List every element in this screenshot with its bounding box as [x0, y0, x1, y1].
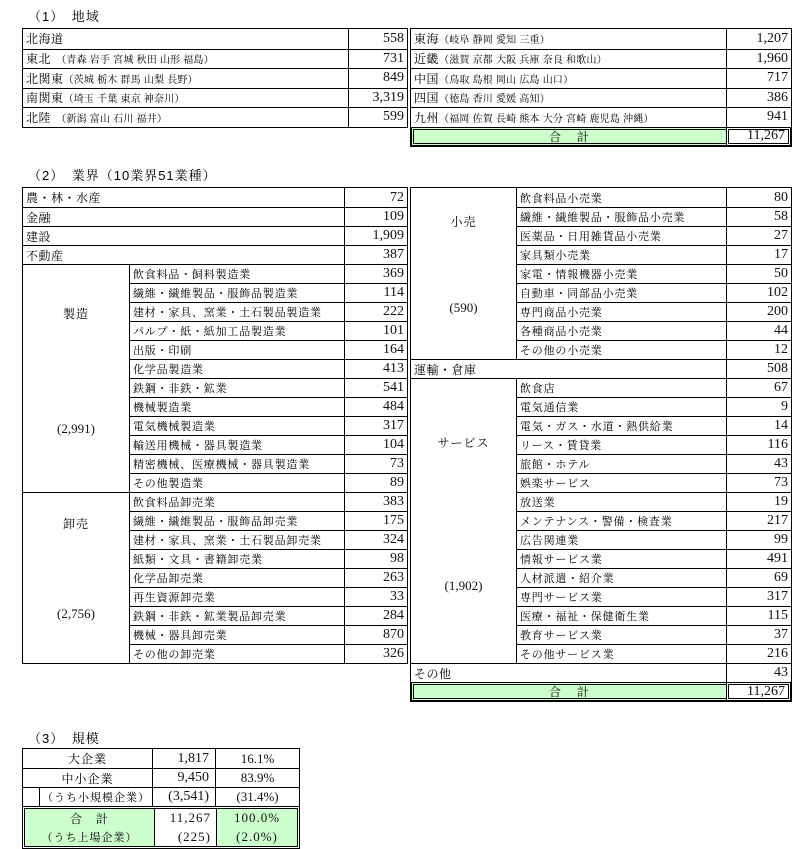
region-name: 近畿	[414, 52, 440, 67]
table-row	[23, 207, 407, 226]
row-label: パルプ・紙・紙加工品製造業	[129, 321, 344, 340]
row-label	[23, 69, 348, 88]
row-value: 99	[726, 530, 791, 549]
row-label: 金融	[23, 207, 344, 226]
row-value: 558	[348, 29, 407, 49]
group-subtotal: (2,991)	[57, 421, 95, 436]
region-prefectures: （岐阜 静岡 愛知 三重）	[439, 35, 550, 47]
row-value: 37	[726, 625, 791, 644]
region-name: 中国	[414, 71, 440, 86]
region-table-left	[22, 28, 408, 128]
row-value: 941	[726, 108, 791, 127]
row-value: 164	[344, 340, 407, 359]
row-label: （うち小規模企業）	[39, 787, 152, 806]
table-row	[23, 768, 299, 787]
row-label: 電気・ガス・水道・熱供給業	[516, 416, 726, 435]
table-row	[23, 68, 407, 88]
row-label: 不動産	[23, 245, 344, 264]
row-label: 情報サービス業	[516, 549, 726, 568]
row-label: 飲食店	[516, 378, 726, 397]
row-value: 1,960	[726, 50, 791, 69]
row-value: 216	[726, 644, 791, 663]
region-prefectures: （徳島 香川 愛媛 高知）	[439, 94, 550, 106]
row-value: 109	[344, 207, 407, 226]
size-total-label-cell	[25, 809, 154, 846]
row-value: 717	[726, 69, 791, 88]
region-name: 四国	[414, 91, 440, 106]
region-prefectures: （滋賀 京都 大阪 兵庫 奈良 和歌山）	[439, 55, 607, 67]
group-subtotal: (590)	[449, 300, 478, 315]
row-label: 医薬品・日用雑貨品小売業	[516, 226, 726, 245]
region-name: 北関東	[26, 71, 64, 86]
row-label: その他の小売業	[516, 340, 726, 359]
row-value: 386	[726, 89, 791, 108]
table-row	[23, 29, 407, 49]
row-label: 家電・情報機器小売業	[516, 264, 726, 283]
row-value: 324	[344, 530, 407, 549]
total-value: 11,267	[726, 682, 791, 701]
row-label: 専門サービス業	[516, 587, 726, 606]
row-value: 383	[344, 492, 407, 511]
size-total-block	[22, 806, 300, 849]
row-label: 化学品卸売業	[129, 568, 344, 587]
region-table-right	[410, 28, 792, 147]
row-label: 繊維・繊維製品・服飾品製造業	[129, 283, 344, 302]
row-value: 14	[726, 416, 791, 435]
row-label: 機械製造業	[129, 397, 344, 416]
row-value: 17	[726, 245, 791, 264]
table-row	[23, 88, 407, 108]
region-prefectures: （鳥取 島根 岡山 広島 山口）	[439, 74, 574, 86]
row-label: 中小企業	[23, 768, 152, 787]
row-percent: 16.1%	[215, 749, 299, 768]
table-row	[23, 107, 407, 127]
row-label: 建設	[23, 226, 344, 245]
row-label: 人材派遣・紹介業	[516, 568, 726, 587]
table-row	[411, 359, 791, 378]
group-label: 卸売	[62, 517, 89, 531]
row-value: 1,207	[726, 29, 791, 49]
row-label: その他	[411, 663, 726, 682]
row-label: メンテナンス・警備・検査業	[516, 511, 726, 530]
row-label: その他製造業	[129, 473, 344, 492]
row-value: 69	[726, 568, 791, 587]
row-value: 19	[726, 492, 791, 511]
row-value: 317	[344, 416, 407, 435]
row-label: 鉄鋼・非鉄・鉱業製品卸売業	[129, 606, 344, 625]
row-value: 43	[726, 663, 791, 682]
row-label: 出版・印刷	[129, 340, 344, 359]
row-label: 繊維・繊維製品・服飾品小売業	[516, 207, 726, 226]
row-label	[23, 29, 348, 49]
group-cell	[411, 188, 516, 359]
row-value: 33	[344, 587, 407, 606]
row-value: 1,909	[344, 226, 407, 245]
table-row	[411, 663, 791, 682]
row-value: 508	[726, 359, 791, 378]
table-row	[23, 188, 407, 207]
row-value: 200	[726, 302, 791, 321]
row-value: 27	[726, 226, 791, 245]
table-row	[23, 749, 299, 768]
row-label: 教育サービス業	[516, 625, 726, 644]
row-label: 輸送用機械・器具製造業	[129, 435, 344, 454]
region-prefectures: （茨城 栃木 群馬 山梨 長野）	[63, 74, 198, 86]
row-value: 491	[726, 549, 791, 568]
region-prefectures: （青森 岩手 宮城 秋田 山形 福島）	[51, 55, 214, 67]
row-value: 263	[344, 568, 407, 587]
row-label: 精密機械、医療機械・器具製造業	[129, 454, 344, 473]
row-label: リース・賃貸業	[516, 435, 726, 454]
row-value: 104	[344, 435, 407, 454]
row-value: 73	[726, 473, 791, 492]
size-total-label: 合 計	[69, 811, 109, 826]
row-label: 化学品製造業	[129, 359, 344, 378]
row-value: 870	[344, 625, 407, 644]
row-value: 731	[348, 50, 407, 69]
region-prefectures: （新潟 富山 石川 福井）	[51, 113, 168, 125]
row-label: 電気通信業	[516, 397, 726, 416]
region-name: 東北	[26, 52, 52, 67]
row-value: 317	[726, 587, 791, 606]
row-value: 114	[344, 283, 407, 302]
row-value: 541	[344, 378, 407, 397]
table-row	[411, 68, 791, 88]
row-value: 98	[344, 549, 407, 568]
row-percent: (31.4%)	[215, 787, 299, 806]
section-size-title: （3） 規模	[28, 731, 100, 746]
row-label: 飲食料品小売業	[516, 188, 726, 207]
row-label	[411, 89, 726, 108]
row-label: 大企業	[67, 752, 107, 766]
row-label: 運輸・倉庫	[411, 359, 726, 378]
row-value: 72	[344, 188, 407, 207]
region-name: 東海	[414, 32, 440, 47]
row-value: 80	[726, 188, 791, 207]
table-row	[23, 787, 299, 806]
size-total-count-cell	[154, 809, 217, 846]
size-total-pct-cell	[217, 809, 297, 846]
row-value: 849	[348, 69, 407, 88]
region-prefectures: （埼玉 千葉 東京 神奈川）	[63, 94, 185, 106]
region-name: 北陸	[26, 110, 52, 125]
region-name: 九州	[414, 110, 440, 125]
row-value: 9	[726, 397, 791, 416]
row-value: 9,450	[152, 768, 215, 787]
row-label: 飲食料品・飼料製造業	[129, 264, 344, 283]
size-table	[22, 748, 300, 807]
row-label: 各種商品小売業	[516, 321, 726, 340]
row-label	[23, 108, 348, 127]
row-percent: 83.9%	[215, 768, 299, 787]
row-label: その他サービス業	[516, 644, 726, 663]
row-label: 広告関連業	[516, 530, 726, 549]
size-total-count: 11,267	[169, 810, 211, 826]
group-label: 製造	[62, 307, 89, 321]
region-name: 南関東	[26, 91, 64, 106]
table-row	[411, 49, 791, 69]
row-value: 43	[726, 454, 791, 473]
section-region-title: （1） 地域	[28, 9, 100, 24]
row-value: 102	[726, 283, 791, 302]
row-label: 鉄鋼・非鉄・鉱業	[129, 378, 344, 397]
total-value: 11,267	[726, 127, 791, 147]
row-label: 娯楽サービス	[516, 473, 726, 492]
row-label: 飲食料品卸売業	[129, 492, 344, 511]
table-row	[23, 226, 407, 245]
total-row	[411, 127, 791, 147]
table-row	[23, 245, 407, 264]
row-label	[411, 50, 726, 69]
row-label	[411, 29, 726, 49]
group-cell	[23, 264, 129, 492]
row-value: 3,319	[348, 89, 407, 108]
table-row	[23, 49, 407, 69]
table-row	[411, 88, 791, 108]
row-value: (3,541)	[152, 787, 215, 806]
row-value: 222	[344, 302, 407, 321]
row-value: 1,817	[152, 749, 215, 768]
row-label	[411, 108, 726, 127]
row-label	[411, 69, 726, 88]
industry-table-right	[410, 187, 792, 702]
table-row	[411, 107, 791, 127]
row-label: 繊維・繊維製品・服飾品卸売業	[129, 511, 344, 530]
row-value: 58	[726, 207, 791, 226]
row-label: その他の卸売業	[129, 644, 344, 663]
size-total-listed-pct: (2.0%)	[236, 828, 278, 844]
row-value: 12	[726, 340, 791, 359]
table-row	[411, 29, 791, 49]
total-label: 合 計	[411, 682, 726, 701]
row-value: 175	[344, 511, 407, 530]
row-value: 115	[726, 606, 791, 625]
row-value: 73	[344, 454, 407, 473]
group-cell	[23, 492, 129, 663]
section-industry-title: （2） 業界（10業界51業種）	[28, 168, 217, 183]
row-label: 電気機械製造業	[129, 416, 344, 435]
row-value: 413	[344, 359, 407, 378]
size-total-pct: 100.0%	[233, 810, 281, 826]
group-label: 小売	[450, 215, 477, 229]
region-name: 北海道	[26, 32, 64, 47]
group-subtotal: (2,756)	[57, 606, 95, 621]
row-value: 89	[344, 473, 407, 492]
size-total-listed-count: (225)	[177, 828, 211, 844]
row-label: 自動車・同部品小売業	[516, 283, 726, 302]
row-label: 紙類・文具・書籍卸売業	[129, 549, 344, 568]
row-value: 387	[344, 245, 407, 264]
row-label	[23, 89, 348, 108]
row-value: 369	[344, 264, 407, 283]
row-value: 116	[726, 435, 791, 454]
size-total-sublabel: （うち上場企業）	[41, 831, 138, 844]
row-value: 326	[344, 644, 407, 663]
industry-table-left	[22, 187, 408, 664]
total-row	[411, 682, 791, 701]
group-subtotal: (1,902)	[444, 578, 483, 593]
row-value: 284	[344, 606, 407, 625]
row-label: 機械・器具卸売業	[129, 625, 344, 644]
row-value: 50	[726, 264, 791, 283]
row-value: 599	[348, 108, 407, 127]
row-value: 484	[344, 397, 407, 416]
row-label: 再生資源卸売業	[129, 587, 344, 606]
group-cell	[411, 378, 516, 663]
row-label: 建材・家具、窯業・土石製品製造業	[129, 302, 344, 321]
row-label: 農・林・水産	[26, 191, 102, 205]
row-label: 旅館・ホテル	[516, 454, 726, 473]
row-label: 放送業	[516, 492, 726, 511]
row-label: 建材・家具、窯業・土石製品卸売業	[129, 530, 344, 549]
row-label: 医療・福祉・保健衛生業	[516, 606, 726, 625]
indent-cell	[23, 787, 39, 806]
row-label	[23, 50, 348, 69]
total-label: 合 計	[411, 127, 726, 147]
row-label: 家具類小売業	[516, 245, 726, 264]
row-value: 217	[726, 511, 791, 530]
row-value: 67	[726, 378, 791, 397]
group-label: サービス	[437, 436, 490, 450]
row-value: 44	[726, 321, 791, 340]
row-value: 101	[344, 321, 407, 340]
row-label: 専門商品小売業	[516, 302, 726, 321]
region-prefectures: （福岡 佐賀 長崎 熊本 大分 宮崎 鹿児島 沖縄）	[439, 113, 654, 125]
